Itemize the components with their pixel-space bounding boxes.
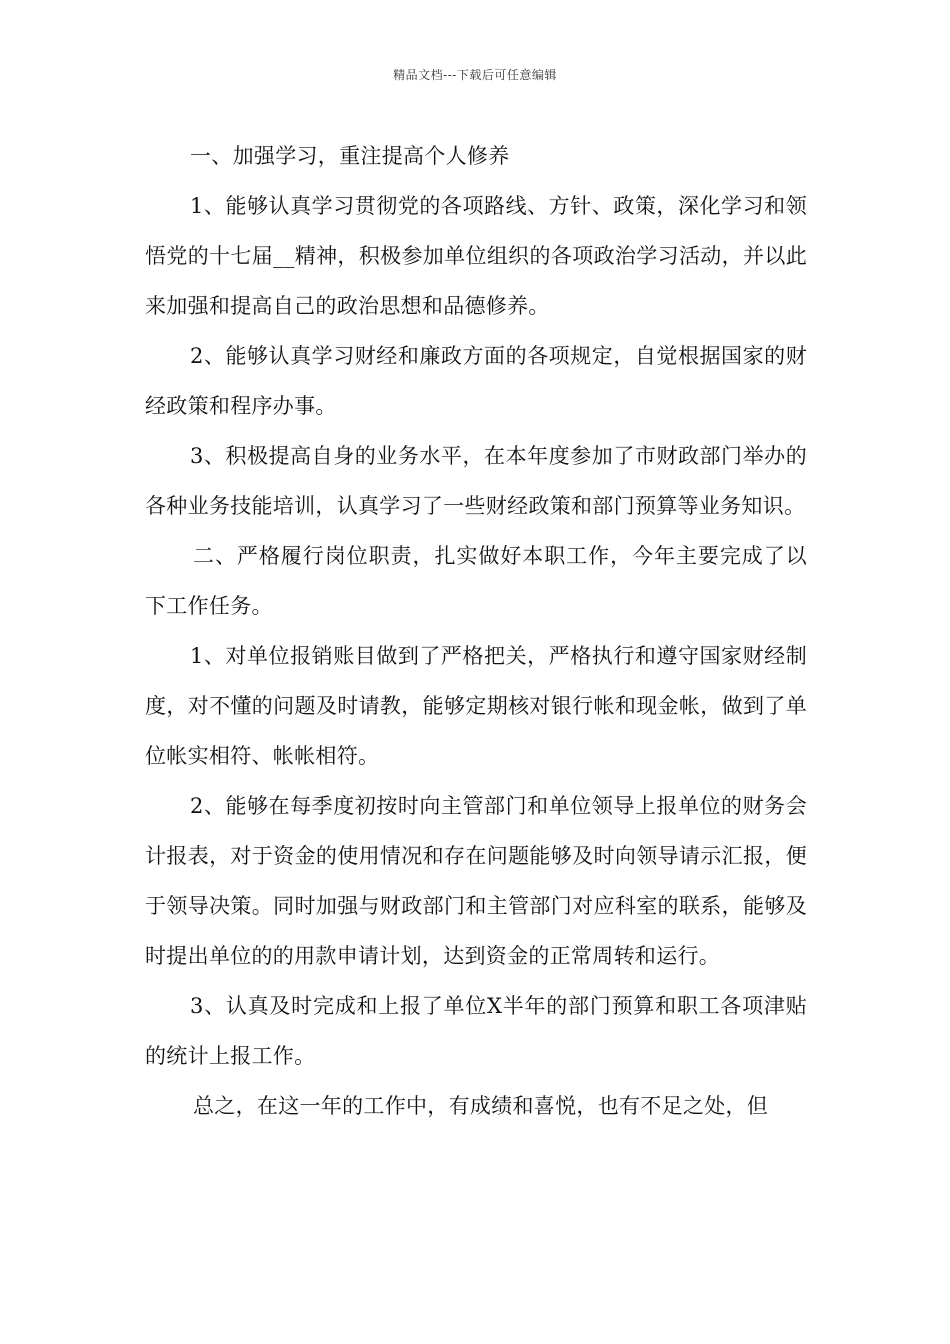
- section-heading-1: 一、加强学习，重注提高个人修养: [190, 144, 510, 168]
- summary-paragraph: 总之，在这一年的工作中，有成绩和喜悦，也有不足之处，但: [193, 1094, 769, 1118]
- section-heading-2: 二、严格履行岗位职责，扎实做好本职工作，今年主要完成了以下工作任务。: [145, 544, 807, 618]
- page-header: 精品文档---下载后可任意编辑: [393, 68, 557, 82]
- paragraph-2-2: 2、能够在每季度初按时向主管部门和单位领导上报单位的财务会计报表，对于资金的使用情况和存在问题能够及时向领导请示汇报，便于领导决策。同时加强与财政部门和主管部门对应科室的联系，能够及时提出单位的的用款申请计划，达到资金的正常周转和运行。: [145, 794, 807, 968]
- paragraph-2-3: 3、认真及时完成和上报了单位X半年的部门预算和职工各项津贴的统计上报工作。: [145, 994, 807, 1068]
- document-body: [145, 131, 807, 1131]
- paragraph-1-3: 3、积极提高自身的业务水平，在本年度参加了市财政部门举办的各种业务技能培训，认真学习了一些财经政策和部门预算等业务知识。: [145, 444, 807, 518]
- paragraph-1-2: 2、能够认真学习财经和廉政方面的各项规定，自觉根据国家的财经政策和程序办事。: [145, 344, 807, 418]
- paragraph-2-1: 1、对单位报销账目做到了严格把关，严格执行和遵守国家财经制度，对不懂的问题及时请教，能够定期核对银行帐和现金帐，做到了单位帐实相符、帐帐相符。: [145, 644, 807, 768]
- paragraph-1-1: 1、能够认真学习贯彻党的各项路线、方针、政策，深化学习和领悟党的十七届__精神，积极参加单位组织的各项政治学习活动，并以此来加强和提高自己的政治思想和品德修养。: [145, 194, 807, 318]
